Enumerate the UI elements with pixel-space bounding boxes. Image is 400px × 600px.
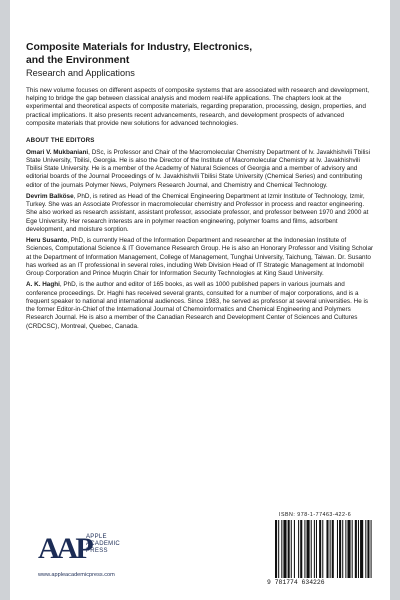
- publisher-name-line: PRESS: [86, 548, 108, 555]
- editor-bio: [26, 281, 374, 331]
- editor-bio-text: , DSc, is Professor and Chair of the Macromolecular Chemistry Department of Iv. Javakhishvili Tbilisi State University, Tbilisi, Georgia. He is also the Director of the Institute of Macromolecular Chemistry at Iv. Javakhishvili Tbilisi State University. He is a member of the Academy of Natural Sciences of Georgia and a member of advisory and editorial boards of the Journal Proceedings of Iv. Javakhishvili Tbilisi State University (Chemical Series) and contributing editor of the journals Polymer News, Polymers Research Journal, and Chemistry and Chemical Technology.: [26, 148, 370, 189]
- editor-bio-text: , PhD, is the author and editor of 165 books, as well as 1000 published papers in various journals and conference proceedings. Dr. Haghi has received several grants, consulted for a number of major corporations, and is a frequent speaker to national and international audiences. Since 1983, he served as professor at several universities. He is the former Editor-in-Chief of the International Journal of Chemoinformatics and Chemical Engineering and Polymers Research Journal. He is also a member of the Canadian Research and Development Center of Sciences and Cultures (CRDCSC), Montreal, Quebec, Canada.: [26, 281, 369, 330]
- barcode-bar: [291, 520, 292, 578]
- book-title-line-2: and the Environment: [26, 54, 130, 66]
- book-description: This new volume focuses on different aspects of composite systems that are associated with research and development, helping to bridge the gap between classical analysis and modern real-life applications. The chapters look at the experimental and theoretical aspects of composite materials, regarding preparation, processing, design, properties, and practical implications. It also presents recent advancements, research, and development prospects of advanced composite materials that provide new solutions for advanced technologies.: [26, 86, 370, 128]
- barcode-bar: [275, 520, 277, 578]
- isbn-label: ISBN: 978-1-77463-422-6: [279, 512, 352, 518]
- barcode-bar: [330, 520, 331, 578]
- barcode-bar: [332, 520, 334, 578]
- barcode-bar: [326, 520, 328, 578]
- editor-name: A. K. Haghi: [26, 281, 60, 289]
- isbn-block: [267, 512, 373, 586]
- barcode-bar: [311, 520, 312, 578]
- editor-bio: [26, 237, 374, 278]
- barcode-bar: [316, 520, 317, 578]
- barcode-bar: [345, 520, 346, 578]
- publisher-url: www.appleacademicpress.com: [38, 572, 115, 578]
- barcode-bar: [288, 520, 290, 578]
- barcode-bar: [283, 520, 286, 578]
- book-subtitle: Research and Applications: [26, 67, 135, 78]
- book-title-line-1: Composite Materials for Industry, Electronics,: [26, 42, 253, 53]
- barcode-bar: [322, 520, 323, 578]
- editor-bio-text: , PhD, is currently Head of the Information Department and researcher at the Indonesian Institute of Sciences, Computational Science & IT Governance Research Group. He is also an Honorary Professor and Visiting Scholar at the Department of Information Management, College of Management, Tunghai University, Taichung, Taiwan. Dr. Susanto has worked as an IT professional in several roles, including Web Division Head of IT Strategic Management at Indomobil Group Corporation and Prince Muqrin Chair for Information Security Technologies at King Saud University.: [26, 237, 374, 278]
- barcode-bar: [347, 520, 350, 578]
- editor-name: Devrim Balköse: [26, 192, 74, 200]
- barcode-bar: [298, 520, 299, 578]
- editor-bio: [26, 149, 374, 190]
- barcode-bar: [352, 520, 353, 578]
- cover-content: [26, 42, 374, 334]
- editor-bio-text: , PhD, is retired as Head of the Chemical Engineering Department at Izmir Institute of Technology, Izmir, Turkey. She was an Associate Professor in macromolecular chemistry and Professor in process and reactor engineering. She also worked as research assistant, assistant professor, associate professor, and professor between 1970 and 2000 at Ege University. Her research interests are in polymer reaction engineering, polymer foams and films, adsorbent development, and moisture sorption.: [26, 192, 369, 233]
- cover-edge-left: [0, 0, 10, 600]
- publisher-logo: [26, 532, 226, 592]
- ean-right-digits: 634226: [301, 579, 325, 586]
- cover-edge-right: [390, 0, 400, 600]
- barcode-bar: [294, 520, 295, 578]
- barcode-bar: [371, 520, 372, 578]
- barcode: [267, 520, 373, 580]
- barcode-bar: [367, 520, 369, 578]
- barcode-bar: [304, 520, 305, 578]
- barcode-bar: [281, 520, 282, 578]
- barcode-bar: [355, 520, 357, 578]
- barcode-bar: [314, 520, 315, 578]
- editors-heading: ABOUT THE EDITORS: [26, 136, 95, 144]
- editor-name: Heru Susanto: [26, 237, 68, 245]
- barcode-bar: [300, 520, 302, 578]
- ean-lead-digit: 9: [267, 579, 271, 586]
- publisher-name: [86, 534, 120, 556]
- barcode-bar: [358, 520, 359, 578]
- barcode-bar: [307, 520, 310, 578]
- publisher-logo-mark: AAP: [38, 532, 91, 565]
- editor-bio: [26, 193, 374, 234]
- barcode-bar: [337, 520, 338, 578]
- ean-left-digits: 781774: [274, 579, 298, 586]
- publisher-name-line: APPLE: [86, 534, 107, 540]
- barcode-bar: [339, 520, 341, 578]
- barcode-bar: [360, 520, 363, 578]
- publisher-name-line: ACADEMIC: [86, 541, 121, 548]
- barcode-bar: [319, 520, 321, 578]
- barcode-bar: [342, 520, 343, 578]
- ean-digits: [267, 579, 373, 586]
- editor-name: Omari V. Mukbaniani: [26, 148, 89, 156]
- barcode-bar: [278, 520, 279, 578]
- barcode-bar: [365, 520, 366, 578]
